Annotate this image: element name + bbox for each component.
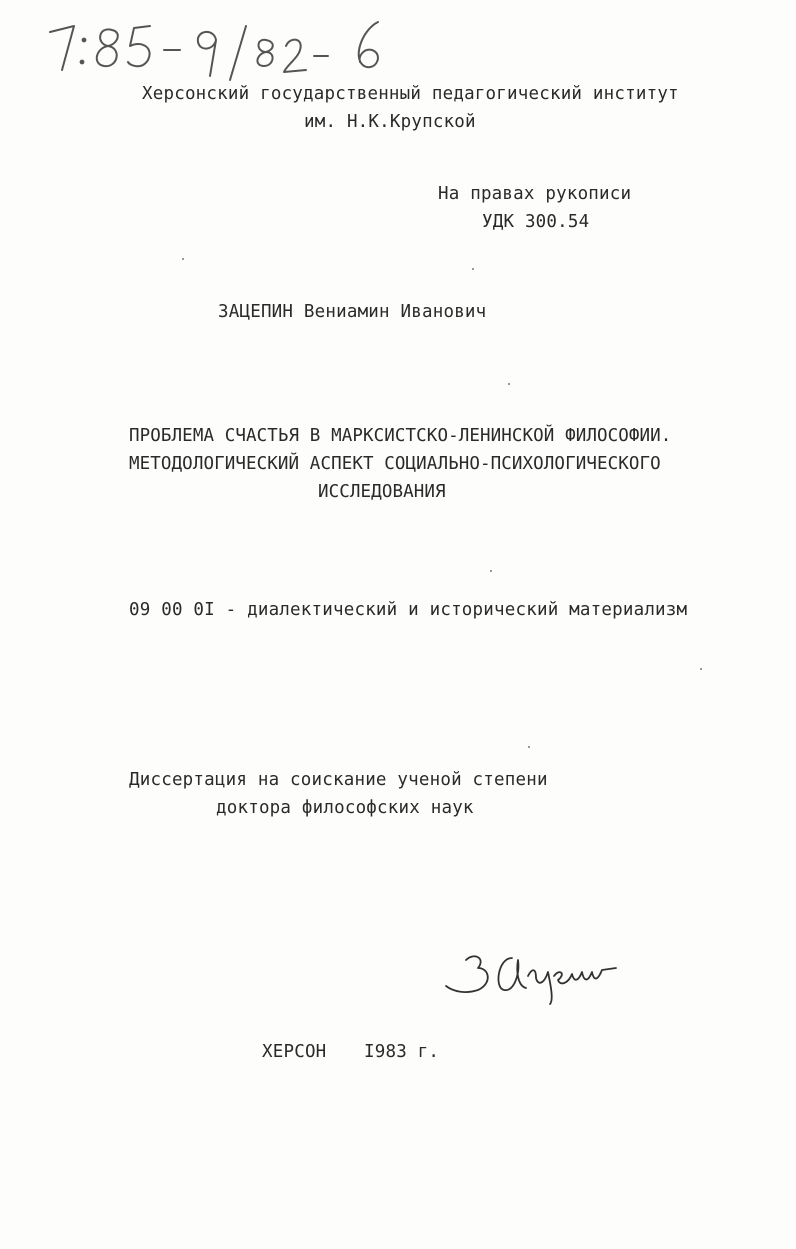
city: ХЕРСОН xyxy=(262,1042,327,1062)
author-name: ЗАЦЕПИН Вениамин Иванович xyxy=(218,302,487,322)
archive-mark-handwritten xyxy=(46,10,396,88)
paper-speck xyxy=(490,570,492,572)
paper-speck xyxy=(700,668,702,670)
institution-line-2: им. Н.К.Крупской xyxy=(304,112,476,132)
rights-notice: На правах рукописи xyxy=(438,184,632,204)
paper-speck xyxy=(182,258,184,260)
title-line-1: ПРОБЛЕМА СЧАСТЬЯ В МАРКСИСТСКО-ЛЕНИНСКОЙ ФИЛОСОФИИ. xyxy=(129,426,672,446)
paper-speck xyxy=(472,268,474,270)
paper-speck xyxy=(508,383,510,385)
degree-line-1: Диссертация на соискание ученой степени xyxy=(129,770,548,790)
author-signature xyxy=(440,938,630,1008)
specialty-code: 09 00 0I - диалектический и исторический материализм xyxy=(129,600,688,620)
paper-speck xyxy=(528,746,530,748)
title-line-2: МЕТОДОЛОГИЧЕСКИЙ АСПЕКТ СОЦИАЛЬНО-ПСИХОЛОГИЧЕСКОГО xyxy=(129,454,661,474)
degree-line-2: доктора философских наук xyxy=(216,798,474,818)
year: I983 г. xyxy=(364,1042,440,1062)
title-line-3: ИССЛЕДОВАНИЯ xyxy=(318,482,446,502)
udc-code: УДК 300.54 xyxy=(482,212,590,232)
institution-line-1: Херсонский государственный педагогический институт xyxy=(142,84,679,104)
